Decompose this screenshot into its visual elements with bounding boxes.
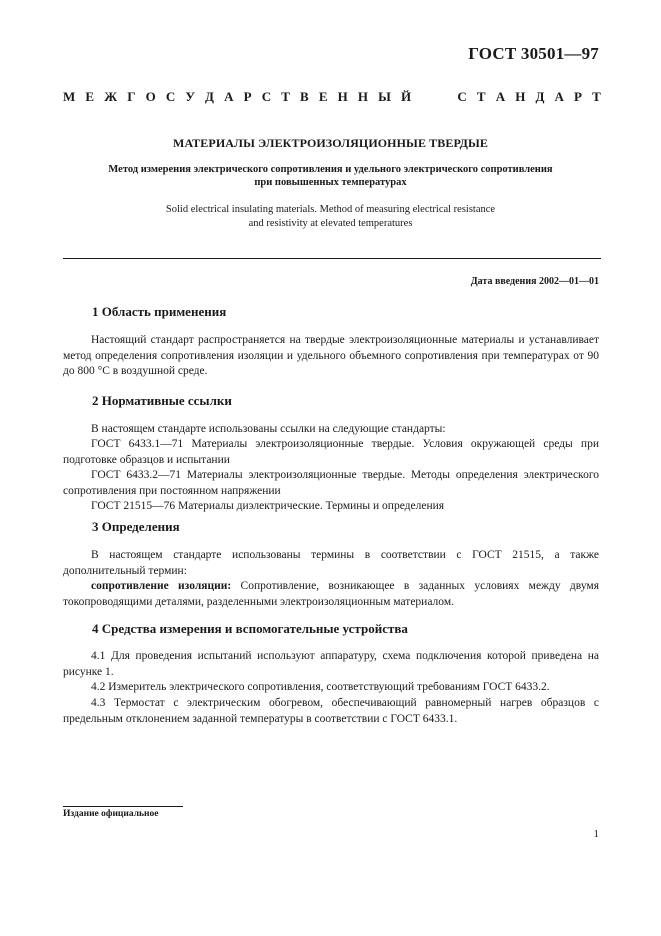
official-edition-note: Издание официальное [63, 809, 159, 819]
banner-letter: У [185, 89, 195, 104]
banner-letter: Т [281, 89, 290, 104]
banner-letter: Ж [104, 89, 118, 104]
section-4-heading: 4 Средства измерения и вспомогательные устройства [92, 621, 408, 636]
section-4-item-2: 4.2 Измеритель электрического сопротивления, соответствующий требованиям ГОСТ 6433.2. [91, 681, 550, 693]
banner-letter: Н [357, 89, 368, 104]
banner-letter: Е [318, 89, 328, 104]
banner-letter: Н [337, 89, 348, 104]
document-subtitle [60, 163, 601, 189]
subtitle-line-1: Метод измерения электрического сопротивления и удельного электрического сопротивления [108, 164, 553, 175]
banner-letter: Д [205, 89, 214, 104]
banner-letter: Н [515, 89, 526, 104]
standard-banner [63, 90, 601, 104]
section-2-paragraph-1: В настоящем стандарте использованы ссылки на следующие стандарты: [91, 423, 446, 435]
banner-letter: С [457, 89, 467, 104]
banner-letter: А [554, 89, 564, 104]
document-title: МАТЕРИАЛЫ ЭЛЕКТРОИЗОЛЯЦИОННЫЕ ТВЕРДЫЕ [173, 136, 488, 150]
page-number: 1 [593, 828, 599, 840]
section-2-reference-3: ГОСТ 21515—76 Материалы диэлектрические. Термины и определения [91, 500, 445, 512]
banner-letter: Й [401, 89, 412, 104]
english-title-line-1: Solid electrical insulating materials. Method of measuring electrical resistance [165, 204, 496, 215]
header-divider [63, 258, 601, 259]
banner-letter: Е [85, 89, 95, 104]
banner-letter: Т [476, 89, 486, 104]
banner-letter: С [261, 89, 272, 104]
section-3-term-definition [63, 579, 599, 610]
section-2-reference-2: ГОСТ 6433.2—71 Материалы электроизоляционные твердые. Методы определения электрического сопротивления при постоянном напряжении [63, 469, 599, 497]
introduction-date: Дата введения 2002—01—01 [470, 276, 599, 287]
banner-letter: Р [243, 89, 252, 104]
section-1-heading: 1 Область применения [92, 304, 227, 319]
banner-letter: Т [592, 89, 601, 104]
section-2-reference-1: ГОСТ 6433.1—71 Материалы электроизоляционные твердые. Условия окружающей среды при подготовке образцов и испытании [63, 438, 599, 466]
footer-divider [63, 806, 183, 807]
banner-letter: В [300, 89, 309, 104]
banner-letter: С [165, 89, 176, 104]
section-4-item-3: 4.3 Термостат с электрическим обогревом, обеспечивающий равномерный нагрев образцов с предельным отклонением заданной температуры в соответствии с ГОСТ 6433.1. [63, 697, 599, 725]
subtitle-line-2: при повышенных температурах [254, 177, 407, 188]
banner-letter: А [495, 89, 506, 104]
banner-letter: О [145, 89, 156, 104]
banner-word-gap [421, 90, 447, 104]
term-name: сопротивление изоляции: [91, 580, 232, 592]
section-3-paragraph: В настоящем стандарте использованы термины в соответствии с ГОСТ 21515, а также дополнительный термин: [63, 549, 599, 577]
section-1-paragraph: Настоящий стандарт распространяется на твердые электроизоляционные материалы и устанавливает метод определения сопротивления изоляции и удельного объемного сопротивления при температурах от 90 до 800 °С в воздушной среде. [63, 334, 599, 377]
banner-letter: М [63, 89, 76, 104]
banner-letter: Р [574, 89, 582, 104]
banner-letter: А [224, 89, 234, 104]
banner-letter: Д [535, 89, 545, 104]
banner-letter: Г [127, 89, 136, 104]
document-code: ГОСТ 30501—97 [468, 44, 599, 63]
term-definition-text: Сопротивление, возникающее в заданных условиях между двумя токопроводящими деталями, разделенными электроизоляционным материалом. [63, 580, 599, 608]
english-title-line-2: and resistivity at elevated temperatures [248, 218, 413, 229]
section-4-item-1: 4.1 Для проведения испытаний используют аппаратуру, схема подключения которой приведена на рисунке 1. [63, 650, 599, 678]
banner-letter: Ы [378, 89, 391, 104]
section-3-heading: 3 Определения [92, 519, 180, 534]
english-title [60, 203, 601, 231]
section-2-heading: 2 Нормативные ссылки [92, 393, 232, 408]
